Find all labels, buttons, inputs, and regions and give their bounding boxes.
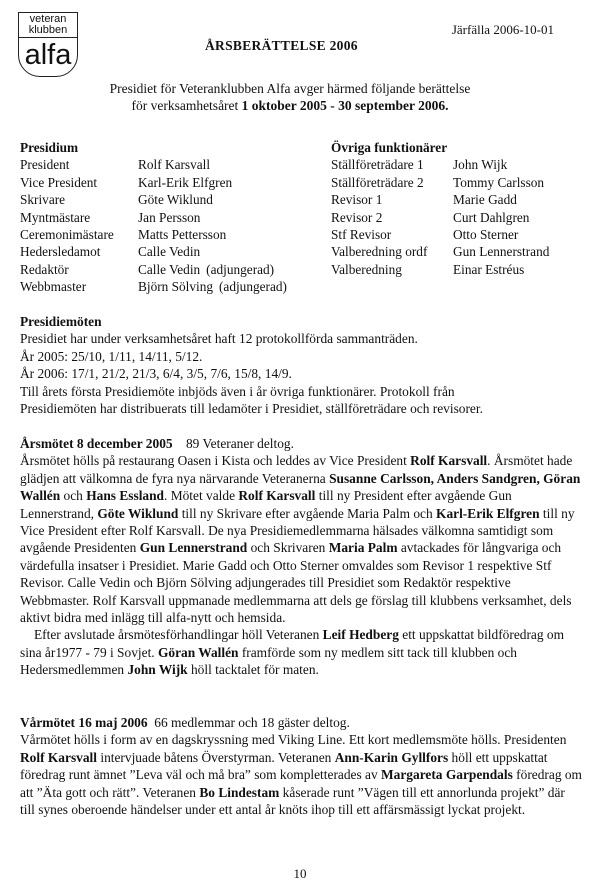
club-logo: [18, 12, 78, 77]
person-name: Bo Lindestam: [199, 784, 280, 800]
person-name: Curt Dahlgren: [453, 209, 530, 225]
person-name: Gun Lennerstrand: [453, 244, 550, 260]
ovriga-row: [331, 174, 591, 191]
varmotet-section: [20, 714, 582, 818]
role-label: Revisor 1: [331, 192, 383, 208]
arsmotet-section: [20, 435, 582, 679]
ovriga-list: [331, 156, 591, 278]
presidium-row: [20, 209, 320, 226]
presidium-heading: Presidium: [20, 140, 79, 155]
fiscal-year-period: 1 oktober 2005 - 30 september 2006.: [241, 98, 449, 113]
presidiemoten-line: Presidiet har under verksamhetsåret haft 12 protokollförda sammanträden.: [20, 331, 418, 347]
text-run: höll ett uppskattat föredrag runt ämnet ”Leva väl och må bra” som kompletterades av: [20, 749, 548, 783]
text-run: ett uppskattat bildföredrag om sina år1977 - 79 i Sovjet.: [20, 627, 565, 660]
ovriga-row: [331, 226, 591, 243]
ovriga-heading: Övriga funktionärer: [331, 140, 448, 155]
ovriga-row: [331, 191, 591, 208]
varmotet-attendance: 66 medlemmar och 18 gäster deltog.: [154, 715, 350, 730]
role-label: Revisor 2: [331, 209, 383, 225]
text-run: och: [60, 488, 87, 504]
presidium-row: [20, 226, 320, 243]
person-name: Björn Sölving: [138, 279, 213, 295]
presidiemoten-line: År 2006: 17/1, 21/2, 21/3, 6/4, 3/5, 7/6, 15/8, 14/9.: [20, 366, 292, 382]
arsmotet-paragraph-2: [20, 626, 582, 678]
presidium-row: [20, 278, 320, 295]
arsmotet-attendance: 89 Veteraner deltog.: [185, 436, 294, 451]
role-label: Ställföreträdare 2: [331, 174, 424, 190]
person-name: Rolf Karsvall: [410, 453, 488, 469]
text-run: föredrag om att ”Äta gott och rätt”. Veteranen: [20, 767, 582, 800]
ovriga-row: [331, 209, 591, 226]
person-name: Matts Pettersson: [138, 227, 227, 243]
text-run: intervjuade båtens Överstyrman. Veteranen: [97, 749, 335, 765]
person-name: Gun Lennerstrand: [139, 540, 248, 556]
ovriga-row: [331, 261, 591, 278]
text-run: avtackades för långvariga och värdefulla insatser i Presidiet. Marie Gadd och Otto Sterner omvaldes som Revisor 1 respektive Stf Revisor. Calle Vedin och Björn Sölving adjungerades till Presidiet som Redaktör respektive Webbmaster. Rolf Karsvall uppmanade medlemmarna att dels ge förslag till klubbens verksamhet, dels aktivt bidra med inlägg till alfa-nytt och hemsida.: [20, 540, 572, 626]
person-name: Maria Palm: [328, 540, 398, 556]
varmotet-heading: Vårmötet 16 maj 2006: [20, 715, 148, 730]
text-run: till ny President efter avgående Gun Lennerstrand,: [20, 488, 512, 521]
text-run: och Skrivaren: [247, 540, 329, 556]
role-note: (adjungerad): [206, 261, 275, 277]
person-name: Rolf Karsvall: [238, 488, 316, 504]
role-label: Valberedning: [331, 261, 402, 277]
presidium-row: [20, 156, 320, 173]
intro-line-2: [0, 97, 580, 114]
intro: [0, 80, 580, 114]
text-run: till ny Vice President efter Rolf Karsvall. De nya Presidiemedlemmarna hälsades välkomna samtidigt som avgående Presidenten: [20, 505, 575, 556]
person-name: Ann-Karin Gyllfors: [334, 749, 449, 765]
text-run: . Årsmötet hade glädjen att välkomna de fyra nya närvarande Veteranerna: [20, 453, 573, 486]
varmotet-heading-line: [20, 714, 582, 731]
presidiemoten-heading: Presidiemöten: [20, 314, 102, 329]
person-name: Göran Wallén: [157, 644, 239, 660]
text-run: Vårmötet hölls i form av en dagskryssning med Viking Line. Ett kort medlemsmöte hölls. Presidenten: [20, 732, 567, 748]
person-name: Jan Persson: [138, 209, 201, 225]
ovriga-column: [331, 139, 591, 278]
role-label: Redaktör: [20, 261, 69, 277]
person-name: Susanne Carlsson, Anders Sandgren, Göran Wallén: [20, 470, 581, 504]
varmotet-paragraph: [20, 731, 582, 818]
presidium-row: [20, 174, 320, 191]
presidium-row: [20, 243, 320, 260]
role-label: Ställföreträdare 1: [331, 157, 424, 173]
person-name: Hans Essland: [86, 488, 164, 504]
person-name: Margareta Garpendals: [381, 767, 513, 783]
text-run: framförde som ny medlem sitt tack till klubben och Hedersmedlemmen: [20, 644, 518, 678]
arsmotet-heading-line: [20, 435, 582, 452]
intro-line-1: Presidiet för Veteranklubben Alfa avger härmed följande berättelse: [109, 81, 471, 96]
presidiemoten-line: Presidiemöten har distribuerats till ledamöter i Presidiet, ställföreträdare och revisorer.: [20, 401, 483, 417]
role-note: (adjungerad): [219, 279, 287, 295]
text-run: Årsmötet hölls på restaurang Oasen i Kista och leddes av Vice President: [20, 453, 411, 469]
role-label: President: [20, 157, 70, 173]
arsmotet-heading: Årsmötet 8 december 2005: [20, 436, 173, 451]
role-label: Webbmaster: [20, 279, 87, 295]
role-label: Myntmästare: [20, 209, 91, 225]
person-name: Calle Vedin: [138, 261, 201, 277]
role-label: Vice President: [20, 174, 98, 190]
person-name: John Wijk: [127, 662, 188, 678]
role-label: Ceremonimästare: [20, 227, 114, 243]
text-run: Efter avslutade årsmötesförhandlingar höll Veteranen: [34, 627, 323, 643]
arsmotet-paragraph-1: [20, 452, 582, 626]
person-name: Marie Gadd: [453, 192, 517, 208]
document-date: Järfälla 2006-10-01: [451, 22, 554, 37]
text-run: höll tacktalet för maten.: [187, 662, 319, 678]
role-label: Hedersledamot: [20, 244, 101, 260]
person-name: Tommy Carlsson: [453, 174, 545, 190]
logo-top-text: veteran klubben: [18, 12, 78, 37]
document-title: ÅRSBERÄTTELSE 2006: [205, 38, 358, 53]
person-name: Göte Wiklund: [138, 192, 213, 208]
person-name: Leif Hedberg: [322, 627, 399, 643]
presidiemoten-line: Till årets första Presidiemöte inbjöds även i år övriga funktionärer. Protokoll från: [20, 383, 455, 399]
person-name: Calle Vedin: [138, 244, 201, 260]
intro-line-2-text: för verksamhetsåret: [131, 98, 242, 113]
presidiemoten-section: [20, 313, 582, 417]
role-label: Valberedning ordf: [331, 244, 428, 260]
text-run: . Mötet valde: [164, 488, 239, 504]
person-name: John Wijk: [453, 157, 508, 173]
ovriga-row: [331, 156, 591, 173]
person-name: Rolf Karsvall: [138, 157, 211, 173]
role-label: Stf Revisor: [331, 227, 392, 243]
presidium-list: [20, 156, 320, 295]
text-run: kåserade runt ”Vägen till ett annorlunda projekt” där till synes oberoende händelser under ett antal år knöts ihop till ett affärsmässigt lyckat projekt.: [20, 784, 565, 818]
person-name: Karl-Erik Elfgren: [436, 505, 540, 521]
presidium-row: [20, 191, 320, 208]
person-name: Otto Sterner: [453, 227, 519, 243]
person-name: Karl-Erik Elfgren: [138, 174, 233, 190]
role-label: Skrivare: [20, 192, 66, 208]
presidiemoten-line: År 2005: 25/10, 1/11, 14/11, 5/12.: [20, 348, 203, 364]
page-number: 10: [293, 866, 307, 881]
person-name: Göte Wiklund: [97, 505, 179, 521]
person-name: Einar Estréus: [453, 261, 525, 277]
presidium-column: [20, 139, 320, 296]
text-run: till ny Skrivare efter avgående Maria Palm och: [178, 505, 437, 521]
presidium-row: [20, 261, 320, 278]
person-name: Rolf Karsvall: [20, 749, 97, 765]
logo-alfa-text: alfa: [18, 37, 78, 77]
ovriga-row: [331, 243, 591, 260]
